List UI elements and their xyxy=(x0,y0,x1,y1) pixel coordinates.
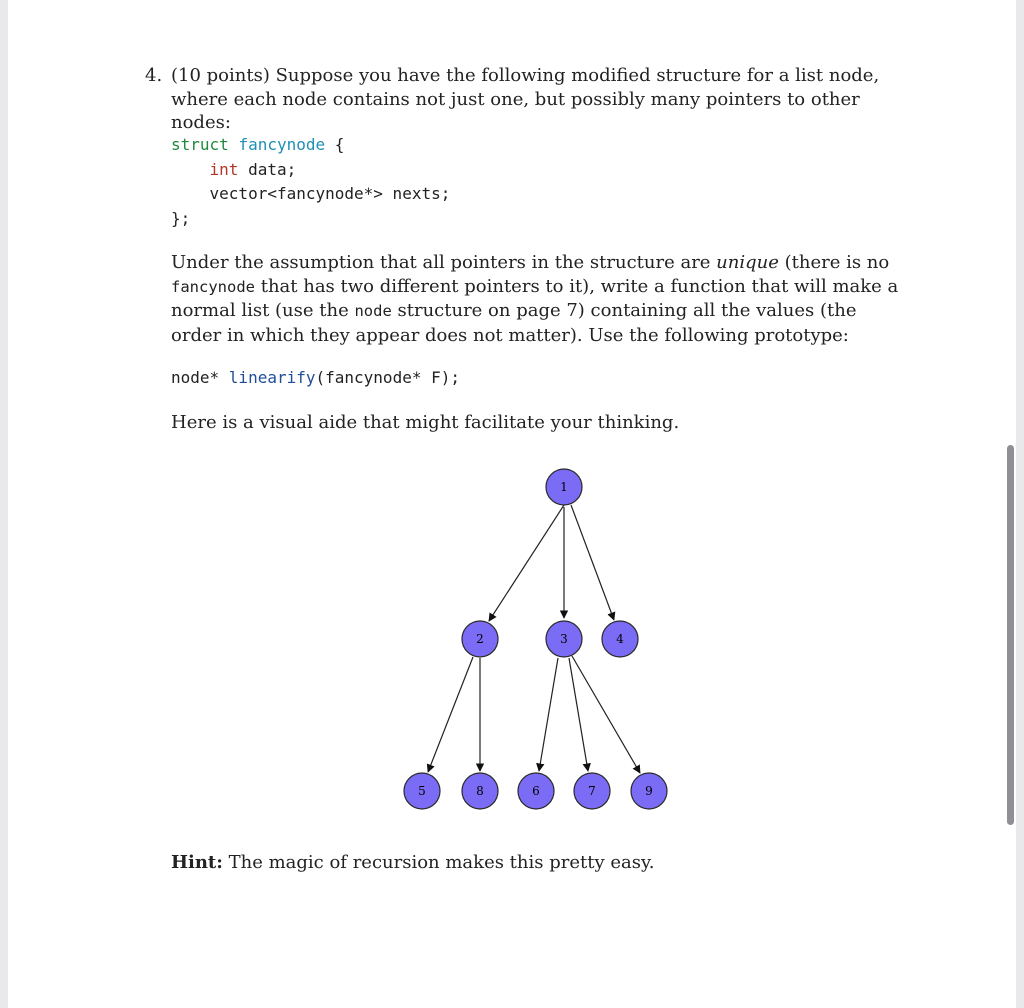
prototype-function-name: linearify xyxy=(228,368,316,387)
tree-node-label: 1 xyxy=(560,480,568,494)
tree-node-6 xyxy=(518,773,554,809)
tree-node-label: 6 xyxy=(532,784,540,798)
para2-emphasis: unique xyxy=(716,252,779,273)
para2-text-3: that has two different pointers to it), write a function that will make a normal list (use the xyxy=(171,275,899,321)
question-intro: (10 points) Suppose you have the following modified structure for a list node, where each node contains not just one, but possibly many pointers to other nodes: xyxy=(171,65,880,133)
para2-text-2: (there is no xyxy=(778,252,890,273)
tree-node-4 xyxy=(602,621,638,657)
hint-label: Hint: xyxy=(171,852,223,873)
tree-node-label: 7 xyxy=(588,784,596,798)
tree-node-label: 8 xyxy=(476,784,484,798)
struct-keyword: struct xyxy=(171,135,229,154)
edge-1-4 xyxy=(571,505,614,620)
tree-node-7 xyxy=(574,773,610,809)
tree-node-8 xyxy=(462,773,498,809)
prototype-return-type: node* xyxy=(171,368,229,387)
edge-3-6 xyxy=(539,658,558,771)
visual-aide-text: Here is a visual aide that might facilitate your thinking. xyxy=(171,412,680,433)
question-number: 4. xyxy=(145,65,163,86)
para2-text-4: structure on page 7) containing all the values (the order in which they appear does not matter). Use the following prototype: xyxy=(171,300,857,346)
vertical-scrollbar[interactable] xyxy=(1007,445,1014,825)
tree-nodes xyxy=(404,469,667,809)
para2-code-fancynode: fancynode xyxy=(171,277,255,296)
page-content xyxy=(8,0,1016,1008)
tree-node-label: 5 xyxy=(418,784,426,798)
tree-node-label: 2 xyxy=(476,632,484,646)
edge-1-2 xyxy=(489,505,564,621)
data-field: data; xyxy=(238,159,297,179)
tree-node-label: 9 xyxy=(645,784,653,798)
hint-text: The magic of recursion makes this pretty easy. xyxy=(222,852,655,873)
tree-node-2 xyxy=(462,621,498,657)
tree-node-label: 3 xyxy=(560,632,568,646)
para2-text-1: Under the assumption that all pointers in the structure are xyxy=(171,252,717,273)
struct-open-brace: { xyxy=(325,135,345,154)
hint-paragraph xyxy=(171,851,911,875)
edge-2-5 xyxy=(428,657,473,772)
document-page xyxy=(8,0,1016,1008)
para2-code-node: node xyxy=(354,302,392,320)
edge-3-7 xyxy=(569,658,588,771)
prototype-args: (fancynode* F); xyxy=(315,368,460,387)
tree-node-3 xyxy=(546,621,582,657)
edge-3-9 xyxy=(572,656,640,773)
struct-close: }; xyxy=(171,208,191,228)
struct-name: fancynode xyxy=(238,135,326,154)
tree-node-9 xyxy=(631,773,667,809)
int-keyword: int xyxy=(209,159,239,179)
nexts-field: vector<fancynode*> nexts; xyxy=(209,184,451,203)
tree-node-5 xyxy=(404,773,440,809)
tree-node-1 xyxy=(546,469,582,505)
tree-node-label: 4 xyxy=(616,632,624,646)
